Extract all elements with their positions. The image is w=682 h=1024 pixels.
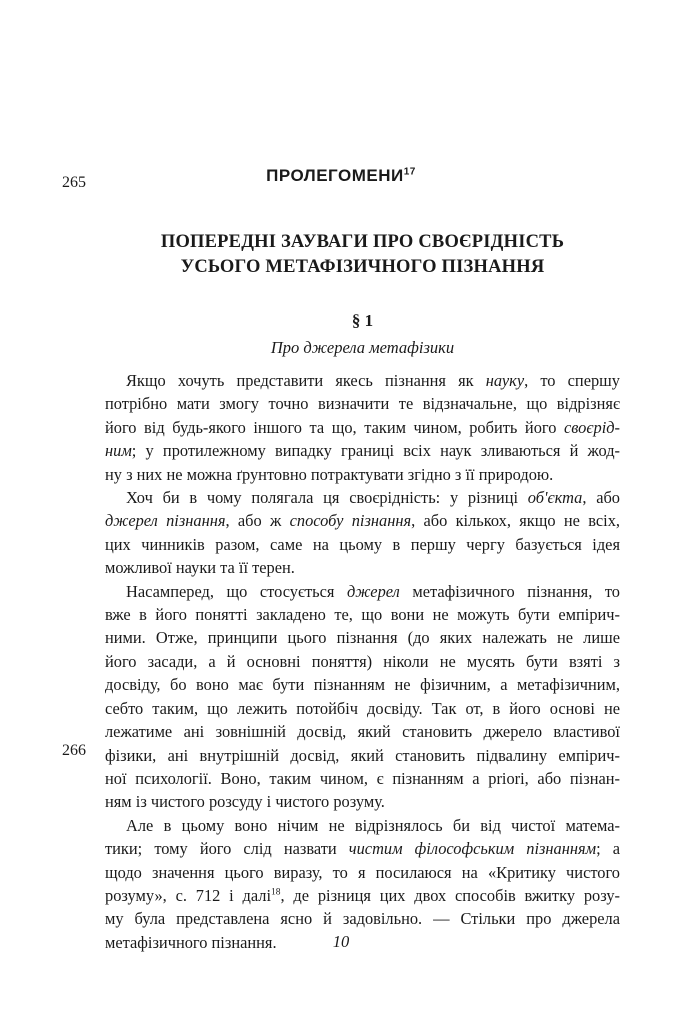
emphasis: науку — [485, 371, 525, 390]
text-line: Але в цьому воно нічим не відрізнялось би від чистої матема- — [126, 815, 620, 835]
paragraph-subtitle: Про джерела метафізики — [270, 338, 455, 357]
text-line: ними. Отже, принципи цього пізнання (до яких належать не лише — [105, 628, 620, 648]
section-title — [105, 230, 620, 280]
text-line: його від будь-якого іншого та що, таким чином, робить його своєрід- — [105, 417, 620, 437]
text-line: тики; тому його слід назвати чистим філософським пізнанням; а — [105, 839, 621, 859]
text-line: ну з них не можна ґрунтовно потрактувати згідно з її природою. — [105, 464, 554, 484]
emphasis: об'єкта — [527, 488, 583, 508]
text-line: потрібно мати змогу точно визначити те відзначальне, що відрізняє — [105, 394, 620, 414]
page-number: 10 — [332, 932, 350, 951]
paragraph-p1 — [105, 369, 620, 486]
header-footnote-mark: 17 — [403, 166, 416, 178]
text-line: метафізичного пізнання. — [105, 932, 277, 952]
text-line: ної психології. Воно, таким чином, є пізнанням a priori, або пізнан- — [105, 768, 620, 788]
footnote-mark: 18 — [271, 887, 281, 898]
text-line: лежатиме ані зовнішній досвід, який становить джерело властивої — [105, 722, 620, 742]
text-line: джерел пізнання, або ж способу пізнання, або кількох, якщо не всіх, — [105, 511, 620, 531]
body-text — [105, 369, 620, 954]
margin-number-266: 266 — [62, 742, 86, 759]
text-line: ним; у протилежному випадку границі всіх наук зливаються й жод- — [105, 441, 620, 461]
text-line: ням із чистого розсуду і чистого розуму. — [105, 792, 385, 812]
text-line: вже в його понятті закладено те, що вони не можуть бути емпірич- — [105, 605, 620, 625]
text-line: можливої науки та її терен. — [105, 558, 295, 578]
emphasis: своєрід- — [563, 417, 620, 437]
text-line: цих чинників разом, саме на цьому в першу чергу базується ідея — [105, 534, 620, 554]
text-line: розуму», с. 712 і далі$^{18}$, де різниця цих двох способів вжитку розу- — [105, 885, 620, 905]
emphasis: ним — [105, 441, 132, 461]
text-line: його засади, а й основні поняття) ніколи не мусять бути взяті з — [105, 651, 620, 671]
text-line: му була представлена ясно й задовільно. — Стільки про джерела — [105, 909, 620, 929]
running-header — [0, 166, 682, 186]
emphasis: джерел пізнання — [105, 511, 226, 531]
paragraph-p3 — [105, 580, 620, 814]
text-line: Хоч би в чому полягала ця своєрідність: у різниці об'єкта, або — [126, 488, 620, 508]
text-line: Насамперед, що стосується джерел метафізичного пізнання, то — [126, 581, 620, 601]
header-title: ПРОЛЕГОМЕНИ — [266, 166, 404, 185]
emphasis: чистим філософським пізнанням — [348, 839, 597, 859]
text-line: щодо значення цього виразу, то я посилаюся на «Критику чистого — [105, 862, 620, 882]
text-line: себто таким, що лежить потойбіч досвіду. Так от, в його основі не — [105, 698, 620, 718]
emphasis: способу пізнання — [289, 511, 412, 531]
margin-number-265: 265 — [62, 174, 86, 191]
paragraph-p2 — [105, 486, 620, 580]
paragraph-number: § 1 — [351, 311, 374, 330]
text-line: фізики, ані внутрішній досвід, який становить підвалину емпірич- — [105, 745, 620, 765]
section-title-line-1: ПОПЕРЕДНІ ЗАУВАГИ ПРО СВОЄРІДНІСТЬ — [160, 232, 565, 252]
text-line: досвіду, бо воно має бути пізнанням не фізичним, а метафізичним, — [105, 675, 620, 695]
text-line: Якщо хочуть представити якесь пізнання як науку, то спершу — [126, 371, 620, 390]
emphasis: джерел — [346, 581, 400, 601]
section-title-line-2: УСЬОГО МЕТАФІЗИЧНОГО ПІЗНАННЯ — [180, 257, 545, 277]
